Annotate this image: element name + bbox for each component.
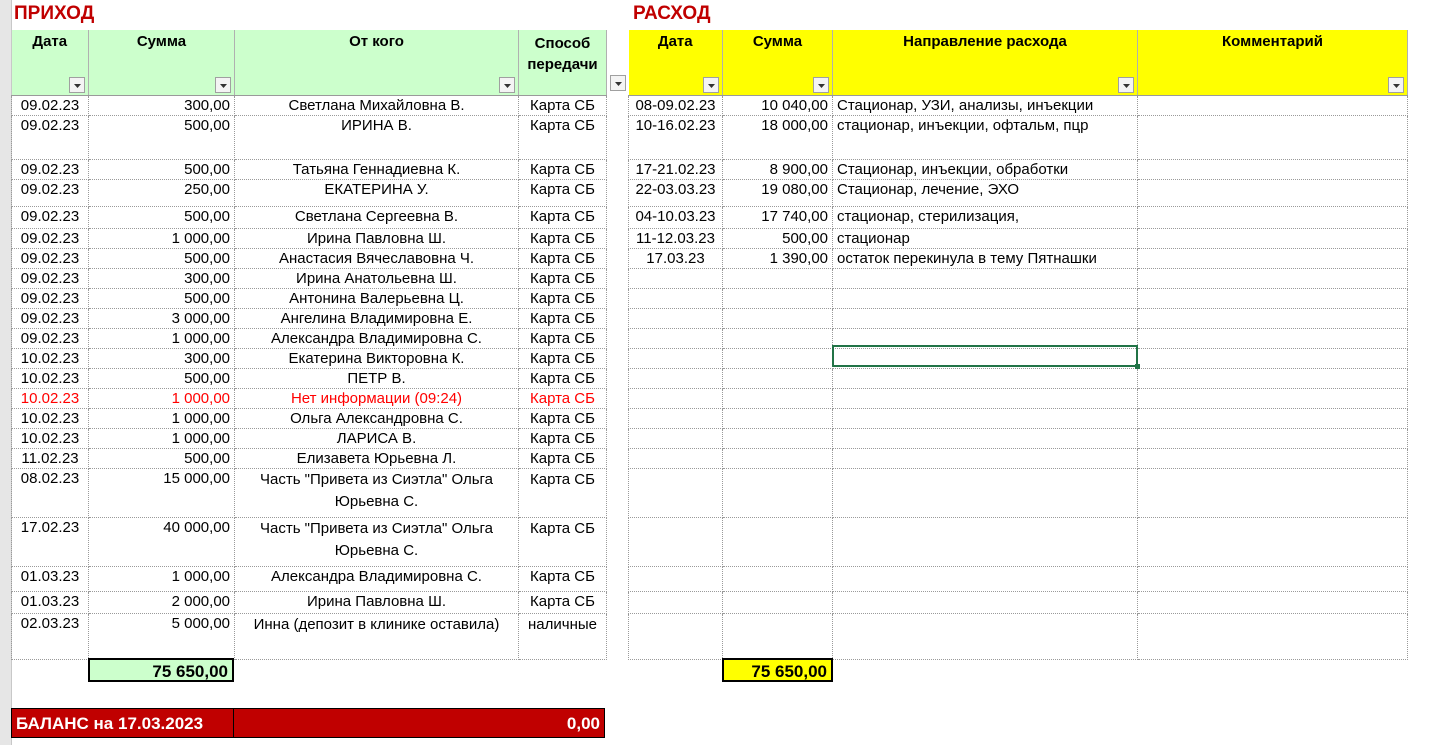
expense-header-direction[interactable]: Направление расхода [833,30,1138,95]
expense-row [629,448,1408,468]
income-method-cell[interactable]: Карта СБ [519,517,607,566]
income-row [12,388,607,408]
income-row [12,248,607,268]
income-row [12,159,607,179]
expense-date-cell[interactable]: 17-21.02.23 [629,159,723,179]
expense-direction-cell[interactable] [833,408,1138,428]
expense-direction-cell[interactable]: стационар, стерилизация, [833,206,1138,228]
income-date-cell[interactable]: 01.03.23 [12,591,89,613]
income-from-cell[interactable]: Часть "Привета из Сиэтла" Ольга Юрьевна С. [235,517,519,566]
income-method-cell[interactable]: Карта СБ [519,428,607,448]
income-date-cell[interactable]: 08.02.23 [12,468,89,517]
expense-date-cell[interactable] [629,448,723,468]
expense-comment-cell[interactable] [1138,248,1408,268]
filter-dropdown-icon[interactable] [499,77,515,93]
expense-direction-cell[interactable] [833,388,1138,408]
income-amount-cell[interactable]: 1 000,00 [89,428,235,448]
expense-date-cell[interactable] [629,613,723,659]
balance-divider [233,709,234,737]
expense-date-cell[interactable]: 17.03.23 [629,248,723,268]
expense-direction-cell[interactable]: Стационар, лечение, ЭХО [833,179,1138,206]
income-amount-cell[interactable]: 500,00 [89,368,235,388]
income-amount-cell[interactable]: 1 000,00 [89,388,235,408]
expense-row [629,468,1408,517]
expense-amount-cell[interactable] [723,613,833,659]
filter-dropdown-icon[interactable] [69,77,85,93]
income-amount-cell[interactable]: 1 000,00 [89,566,235,591]
balance-label: БАЛАНС на 17.03.2023 [16,714,204,733]
expense-comment-cell[interactable] [1138,448,1408,468]
income-amount-cell[interactable]: 5 000,00 [89,613,235,659]
income-amount-cell[interactable]: 1 000,00 [89,408,235,428]
income-row [12,517,607,566]
expense-row [629,566,1408,591]
income-from-cell[interactable]: Александра Владимировна С. [235,328,519,348]
income-method-cell[interactable]: наличные [519,613,607,659]
filter-dropdown-icon[interactable] [610,75,626,91]
income-from-cell[interactable]: Светлана Михайловна В. [235,95,519,115]
income-method-cell[interactable]: Карта СБ [519,348,607,368]
expense-row [629,288,1408,308]
expense-comment-cell[interactable] [1138,517,1408,566]
income-amount-cell[interactable]: 500,00 [89,448,235,468]
expense-row [629,308,1408,328]
expense-comment-cell[interactable] [1138,591,1408,613]
income-header-method[interactable]: Способ передачи [519,30,607,95]
filter-dropdown-icon[interactable] [813,77,829,93]
expense-date-cell[interactable] [629,408,723,428]
expense-comment-cell[interactable] [1138,308,1408,328]
selected-cell[interactable] [832,345,1138,367]
income-from-cell[interactable]: ЛАРИСА В. [235,428,519,448]
expense-direction-cell[interactable] [833,566,1138,591]
income-amount-cell[interactable]: 1 000,00 [89,228,235,248]
income-amount-cell[interactable]: 500,00 [89,206,235,228]
expense-amount-cell[interactable]: 18 000,00 [723,115,833,159]
income-amount-cell[interactable]: 3 000,00 [89,308,235,328]
income-date-cell[interactable]: 10.02.23 [12,388,89,408]
income-method-cell[interactable]: Карта СБ [519,448,607,468]
income-from-cell[interactable]: ПЕТР В. [235,368,519,388]
filter-dropdown-icon[interactable] [703,77,719,93]
income-row [12,348,607,368]
expense-row [629,115,1408,159]
income-date-cell[interactable]: 09.02.23 [12,308,89,328]
income-method-cell[interactable]: Карта СБ [519,115,607,159]
expense-date-cell[interactable]: 10-16.02.23 [629,115,723,159]
income-method-cell[interactable]: Карта СБ [519,159,607,179]
income-method-cell[interactable]: Карта СБ [519,95,607,115]
expense-amount-cell[interactable] [723,517,833,566]
income-date-cell[interactable]: 09.02.23 [12,115,89,159]
income-from-cell[interactable]: Инна (депозит в клинике оставила) [235,613,519,659]
expense-comment-cell[interactable] [1138,159,1408,179]
expense-amount-cell[interactable]: 10 040,00 [723,95,833,115]
income-table [11,30,607,660]
expense-title: РАСХОД [633,3,711,24]
expense-amount-cell[interactable] [723,428,833,448]
income-date-cell[interactable]: 10.02.23 [12,428,89,448]
expense-comment-cell[interactable] [1138,388,1408,408]
expense-header-amount[interactable]: Сумма [723,30,833,95]
expense-row [629,248,1408,268]
income-date-cell[interactable]: 09.02.23 [12,228,89,248]
expense-amount-cell[interactable] [723,308,833,328]
income-from-cell[interactable]: Часть "Привета из Сиэтла" Ольга Юрьевна С. [235,468,519,517]
expense-direction-cell[interactable] [833,613,1138,659]
expense-row [629,613,1408,659]
income-from-cell[interactable]: Нет информации (09:24) [235,388,519,408]
expense-direction-cell[interactable] [833,428,1138,448]
expense-header-date[interactable]: Дата [629,30,723,95]
expense-amount-cell[interactable]: 19 080,00 [723,179,833,206]
income-amount-cell[interactable]: 300,00 [89,348,235,368]
expense-date-cell[interactable] [629,308,723,328]
expense-date-cell[interactable] [629,388,723,408]
income-amount-cell[interactable]: 300,00 [89,95,235,115]
income-method-cell[interactable]: Карта СБ [519,328,607,348]
expense-direction-cell[interactable] [833,368,1138,388]
expense-comment-cell[interactable] [1138,115,1408,159]
expense-direction-cell[interactable] [833,268,1138,288]
expense-amount-cell[interactable] [723,448,833,468]
expense-date-cell[interactable] [629,368,723,388]
income-date-cell[interactable]: 09.02.23 [12,248,89,268]
income-date-cell[interactable]: 10.02.23 [12,348,89,368]
filter-dropdown-icon[interactable] [215,77,231,93]
expense-amount-cell[interactable] [723,388,833,408]
expense-amount-cell[interactable] [723,288,833,308]
income-amount-cell[interactable]: 500,00 [89,159,235,179]
income-method-cell[interactable]: Карта СБ [519,368,607,388]
expense-row [629,591,1408,613]
expense-date-cell[interactable] [629,328,723,348]
expense-comment-cell[interactable] [1138,288,1408,308]
income-row [12,268,607,288]
filter-dropdown-icon[interactable] [1388,77,1404,93]
expense-direction-cell[interactable] [833,517,1138,566]
expense-comment-cell[interactable] [1138,468,1408,517]
income-total[interactable]: 75 650,00 [88,658,234,682]
income-from-cell[interactable]: Ирина Павловна Ш. [235,591,519,613]
income-amount-cell[interactable]: 15 000,00 [89,468,235,517]
expense-row [629,368,1408,388]
income-date-cell[interactable]: 01.03.23 [12,566,89,591]
income-from-cell[interactable]: Александра Владимировна С. [235,566,519,591]
expense-amount-cell[interactable] [723,268,833,288]
income-date-cell[interactable]: 09.02.23 [12,206,89,228]
expense-comment-cell[interactable] [1138,348,1408,368]
income-from-cell[interactable]: Светлана Сергеевна В. [235,206,519,228]
income-method-cell[interactable]: Карта СБ [519,408,607,428]
expense-amount-cell[interactable] [723,468,833,517]
expense-row [629,159,1408,179]
expense-comment-cell[interactable] [1138,368,1408,388]
income-from-cell[interactable]: ИРИНА В. [235,115,519,159]
expense-comment-cell[interactable] [1138,228,1408,248]
income-row [12,328,607,348]
income-method-cell[interactable]: Карта СБ [519,268,607,288]
income-method-cell[interactable]: Карта СБ [519,591,607,613]
expense-direction-cell[interactable]: остаток перекинула в тему Пятнашки [833,248,1138,268]
expense-amount-cell[interactable]: 17 740,00 [723,206,833,228]
expense-comment-cell[interactable] [1138,428,1408,448]
income-amount-cell[interactable]: 500,00 [89,248,235,268]
expense-comment-cell[interactable] [1138,408,1408,428]
expense-row [629,517,1408,566]
income-amount-cell[interactable]: 2 000,00 [89,591,235,613]
expense-row [629,388,1408,408]
income-method-cell[interactable]: Карта СБ [519,179,607,206]
expense-date-cell[interactable]: 22-03.03.23 [629,179,723,206]
income-method-cell[interactable]: Карта СБ [519,388,607,408]
expense-direction-cell[interactable]: Стационар, инъекции, обработки [833,159,1138,179]
income-row [12,115,607,159]
income-from-cell[interactable]: Ирина Анатольевна Ш. [235,268,519,288]
expense-row [629,408,1408,428]
income-row [12,408,607,428]
expense-amount-cell[interactable] [723,368,833,388]
income-date-cell[interactable]: 02.03.23 [12,613,89,659]
expense-amount-cell[interactable] [723,348,833,368]
income-from-cell[interactable]: Ольга Александровна С. [235,408,519,428]
expense-amount-cell[interactable] [723,328,833,348]
expense-amount-cell[interactable]: 1 390,00 [723,248,833,268]
expense-direction-cell[interactable]: Стационар, УЗИ, анализы, инъекции [833,95,1138,115]
expense-header-comment[interactable]: Комментарий [1138,30,1408,95]
income-row [12,591,607,613]
expense-comment-cell[interactable] [1138,613,1408,659]
expense-comment-cell[interactable] [1138,206,1408,228]
income-row [12,308,607,328]
expense-row [629,228,1408,248]
balance-row[interactable] [11,708,605,738]
expense-comment-cell[interactable] [1138,95,1408,115]
income-date-cell[interactable]: 11.02.23 [12,448,89,468]
income-method-cell[interactable]: Карта СБ [519,206,607,228]
expense-comment-cell[interactable] [1138,566,1408,591]
income-row [12,468,607,517]
expense-date-cell[interactable] [629,468,723,517]
expense-amount-cell[interactable]: 500,00 [723,228,833,248]
expense-direction-cell[interactable]: стационар, инъекции, офтальм, пцр [833,115,1138,159]
income-date-cell[interactable]: 09.02.23 [12,288,89,308]
expense-date-cell[interactable] [629,566,723,591]
expense-direction-cell[interactable] [833,591,1138,613]
filter-dropdown-icon[interactable] [1118,77,1134,93]
income-from-cell[interactable]: Антонина Валерьевна Ц. [235,288,519,308]
expense-amount-cell[interactable] [723,591,833,613]
income-row [12,288,607,308]
expense-date-cell[interactable] [629,288,723,308]
income-from-cell[interactable]: Ирина Павловна Ш. [235,228,519,248]
income-row [12,95,607,115]
expense-direction-cell[interactable] [833,288,1138,308]
expense-direction-cell[interactable] [833,468,1138,517]
expense-total[interactable]: 75 650,00 [722,658,833,682]
income-date-cell[interactable]: 09.02.23 [12,328,89,348]
expense-date-cell[interactable] [629,428,723,448]
income-date-cell[interactable]: 09.02.23 [12,95,89,115]
expense-comment-cell[interactable] [1138,328,1408,348]
income-row [12,428,607,448]
expense-date-cell[interactable]: 08-09.02.23 [629,95,723,115]
income-row [12,368,607,388]
income-header-amount[interactable]: Сумма [89,30,235,95]
income-header-date[interactable]: Дата [12,30,89,95]
expense-row [629,428,1408,448]
income-from-cell[interactable]: Екатерина Викторовна К. [235,348,519,368]
expense-row [629,268,1408,288]
expense-date-cell[interactable] [629,268,723,288]
income-title: ПРИХОД [14,3,95,24]
income-header-from[interactable]: От кого [235,30,519,95]
expense-date-cell[interactable]: 11-12.03.23 [629,228,723,248]
expense-date-cell[interactable]: 04-10.03.23 [629,206,723,228]
income-row [12,613,607,659]
expense-direction-cell[interactable]: стационар [833,228,1138,248]
income-date-cell[interactable]: 09.02.23 [12,179,89,206]
income-from-cell[interactable]: Анастасия Вячеславовна Ч. [235,248,519,268]
expense-date-cell[interactable] [629,348,723,368]
income-amount-cell[interactable]: 300,00 [89,268,235,288]
expense-amount-cell[interactable] [723,566,833,591]
expense-amount-cell[interactable]: 8 900,00 [723,159,833,179]
expense-row [629,206,1408,228]
income-from-cell[interactable]: Елизавета Юрьевна Л. [235,448,519,468]
expense-amount-cell[interactable] [723,408,833,428]
income-method-cell[interactable]: Карта СБ [519,308,607,328]
income-method-cell[interactable]: Карта СБ [519,228,607,248]
expense-date-cell[interactable] [629,591,723,613]
income-date-cell[interactable]: 09.02.23 [12,159,89,179]
income-method-cell[interactable]: Карта СБ [519,288,607,308]
income-date-cell[interactable]: 17.02.23 [12,517,89,566]
income-from-cell[interactable]: ЕКАТЕРИНА У. [235,179,519,206]
income-row [12,179,607,206]
income-amount-cell[interactable]: 500,00 [89,288,235,308]
balance-value: 0,00 [566,714,600,733]
expense-date-cell[interactable] [629,517,723,566]
income-amount-cell[interactable]: 500,00 [89,115,235,159]
expense-row [629,95,1408,115]
expense-direction-cell[interactable] [833,448,1138,468]
income-from-cell[interactable]: Ангелина Владимировна Е. [235,308,519,328]
income-amount-cell[interactable]: 1 000,00 [89,328,235,348]
income-method-cell[interactable]: Карта СБ [519,566,607,591]
income-row [12,448,607,468]
income-method-cell[interactable]: Карта СБ [519,248,607,268]
income-row [12,228,607,248]
income-amount-cell[interactable]: 40 000,00 [89,517,235,566]
income-date-cell[interactable]: 10.02.23 [12,368,89,388]
income-from-cell[interactable]: Татьяна Геннадиевна К. [235,159,519,179]
expense-direction-cell[interactable] [833,308,1138,328]
income-method-cell[interactable]: Карта СБ [519,468,607,517]
income-row [12,206,607,228]
income-date-cell[interactable]: 10.02.23 [12,408,89,428]
income-amount-cell[interactable]: 250,00 [89,179,235,206]
expense-comment-cell[interactable] [1138,179,1408,206]
expense-row [629,179,1408,206]
income-date-cell[interactable]: 09.02.23 [12,268,89,288]
expense-comment-cell[interactable] [1138,268,1408,288]
income-row [12,566,607,591]
